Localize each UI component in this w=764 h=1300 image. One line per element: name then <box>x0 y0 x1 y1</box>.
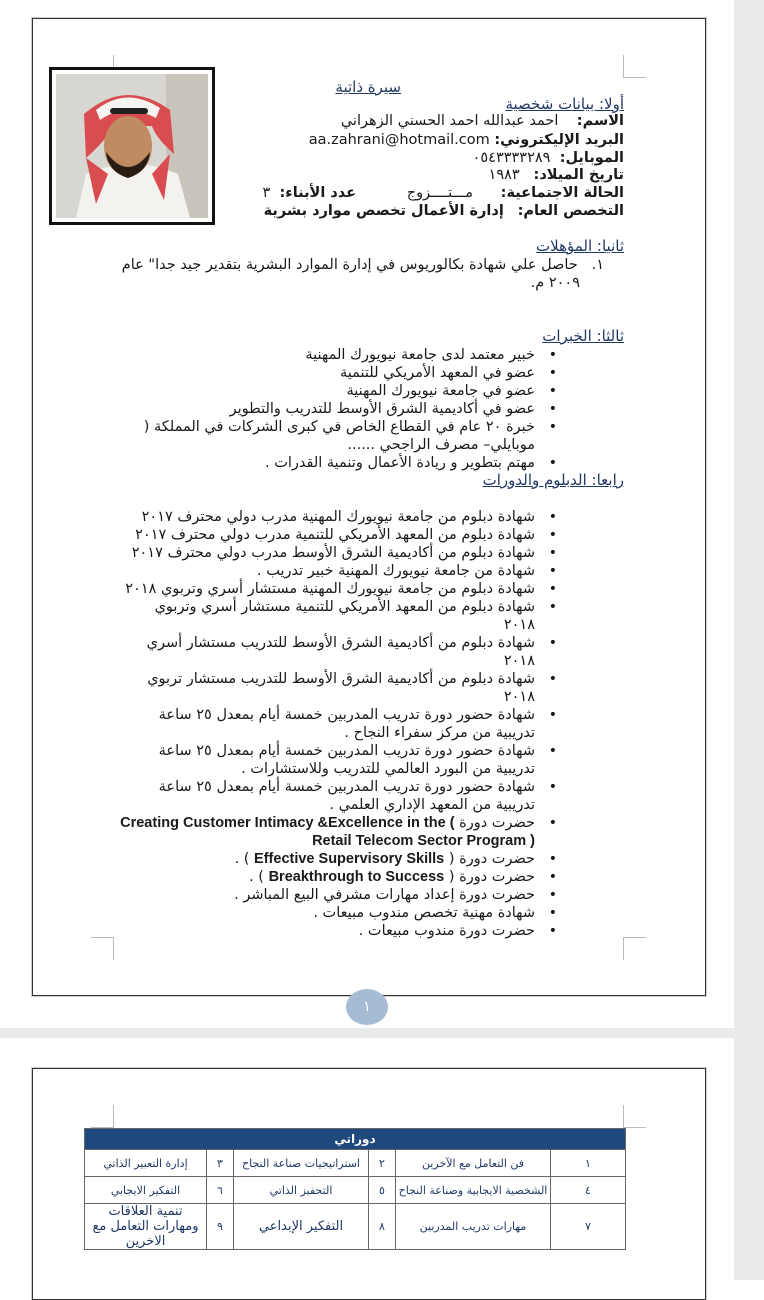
spec-value: إدارة الأعمال تخصص موارد بشرية <box>263 203 504 219</box>
course-number: ١ <box>551 1150 626 1177</box>
course-english-name: Breakthrough to Success <box>268 869 445 885</box>
email-label: البريد الإليكتروني: <box>494 132 624 148</box>
list-item: • عضو في أكاديمية الشرق الأوسط للتدريب والتطوير <box>119 400 559 418</box>
marital-line <box>262 185 624 201</box>
page-separator <box>0 1028 764 1038</box>
table-title: دوراتي <box>85 1129 626 1150</box>
table-row <box>85 1177 626 1204</box>
list-item: • شهادة من جامعة نيويورك المهنية خبير تدريب . <box>119 562 559 580</box>
mobile-label: الموبايل: <box>559 150 624 166</box>
experience-list-container <box>119 346 559 472</box>
course-number: ٤ <box>551 1177 626 1204</box>
margin-marker <box>623 1105 646 1128</box>
profile-photo <box>56 74 208 218</box>
course-name: مهارات تدريب المدربين <box>396 1204 551 1250</box>
marital-label: الحالة الاجتماعية: <box>500 185 624 201</box>
course-prefix: حضرت دورة <box>459 815 535 831</box>
list-item: • عضو في المعهد الأمريكي للتنمية <box>119 364 559 382</box>
course-english-name: Creating Customer Intimacy &Excellence in the ( Retail Telecom Sector Program ) <box>120 815 535 849</box>
section-heading-diplomas: رابعا: الدبلوم والدورات <box>482 471 624 489</box>
birth-value: ١٩٨٣ <box>488 167 520 183</box>
list-item: • حضرت دورة ( Breakthrough to Success ) . <box>119 868 559 886</box>
section-heading-qualifications: ثانيا: المؤهلات <box>536 237 624 255</box>
course-number: ٥ <box>369 1177 396 1204</box>
children-label: عدد الأبناء: <box>279 185 357 201</box>
margin-marker <box>91 1105 114 1128</box>
course-name: التفكير الإبداعي <box>234 1204 369 1250</box>
section-heading-experience: ثالثا: الخبرات <box>542 327 624 345</box>
list-item: • شهادة دبلوم من أكاديمية الشرق الأوسط للتدريب مستشار أسري ٢٠١٨ <box>119 634 559 670</box>
qualification-text: حاصل علي شهادة بكالوريوس في إدارة الموارد البشرية بتقدير جيد جدا" عام <box>121 257 578 273</box>
course-number: ٨ <box>369 1204 396 1250</box>
course-english-name: Effective Supervisory Skills <box>254 851 445 867</box>
table-row <box>85 1150 626 1177</box>
course-name: استراتيجيات صناعة النجاح <box>234 1150 369 1177</box>
course-prefix: حضرت دورة <box>459 869 535 885</box>
list-item: • شهادة حضور دورة تدريب المدربين خمسة أيام بمعدل ٢٥ ساعة تدريبية من البورد العالمي للتدريب وللاستشارات . <box>119 742 559 778</box>
table-row <box>85 1204 626 1250</box>
children-value: ٣ <box>262 185 271 201</box>
margin-marker <box>623 937 646 960</box>
course-number: ٧ <box>551 1204 626 1250</box>
course-name: تنمية العلاقات ومهارات التعامل مع الاخرين <box>85 1204 207 1250</box>
course-number: ٢ <box>369 1150 396 1177</box>
margin-marker <box>91 937 114 960</box>
course-number: ٦ <box>207 1177 234 1204</box>
list-item: • شهادة دبلوم من أكاديمية الشرق الأوسط للتدريب مستشار تربوي ٢٠١٨ <box>119 670 559 706</box>
mobile-value: ٠٥٤٣٣٣٣٢٨٩ <box>472 150 551 166</box>
course-name: فن التعامل مع الآخرين <box>396 1150 551 1177</box>
email-value[interactable]: aa.zahrani@hotmail.com <box>308 132 490 148</box>
birth-label: تاريخ الميلاد: <box>533 167 624 183</box>
list-item: • حضرت دورة إعداد مهارات مشرفي البيع المباشر . <box>119 886 559 904</box>
birth-line <box>489 167 624 183</box>
qualification-item-line1 <box>122 257 604 273</box>
marital-value: مـــتــــزوج <box>406 185 474 201</box>
list-item: • شهادة مهنية تخصص مندوب مبيعات . <box>119 904 559 922</box>
viewer-scroll-gutter <box>734 0 764 1280</box>
table-header-row <box>85 1129 626 1150</box>
name-line <box>341 113 624 129</box>
course-name: التحفيز الذاتي <box>234 1177 369 1204</box>
email-line <box>309 132 624 148</box>
qualification-number: ١. <box>591 257 604 273</box>
list-item: • شهادة دبلوم من جامعة نيويورك المهنية مدرب دولي محترف ٢٠١٧ <box>119 508 559 526</box>
list-item <box>119 814 559 850</box>
profile-photo-frame <box>49 67 215 225</box>
name-label: الاسم: <box>576 113 624 129</box>
list-item: • شهادة حضور دورة تدريب المدربين خمسة أيام بمعدل ٢٥ ساعة تدريبية من مركز سفراء النجاح . <box>119 706 559 742</box>
margin-marker <box>623 55 646 78</box>
course-prefix: حضرت دورة <box>459 851 535 867</box>
mobile-line <box>473 150 624 166</box>
list-item: • حضرت دورة ( Effective Supervisory Skills ) . <box>119 850 559 868</box>
list-item: • مهتم بتطوير و ريادة الأعمال وتنمية القدرات . <box>119 454 559 472</box>
diploma-list-container <box>119 508 559 940</box>
specialization-line <box>264 203 624 219</box>
qualification-item-line2: ٢٠٠٩ م. <box>530 275 580 291</box>
course-name: التفكير الايجابي <box>85 1177 207 1204</box>
course-name: الشخصية الايجابية وصناعة النجاح <box>396 1177 551 1204</box>
name-value: احمد عبدالله احمد الحسني الزهراني <box>340 113 559 129</box>
course-name: إدارة التعبير الذاتي <box>85 1150 207 1177</box>
document-title: سيرة ذاتية <box>335 78 401 96</box>
section-heading-personal: أولا: بيانات شخصية <box>505 95 624 113</box>
list-item: • حضرت دورة مندوب مبيعات . <box>119 922 559 940</box>
list-item: • خبرة ٢٠ عام في القطاع الخاص في كبرى الشركات في المملكة ( موبايلي– مصرف الراجحي ...... <box>119 418 559 454</box>
course-number: ٣ <box>207 1150 234 1177</box>
list-item: • شهادة دبلوم من المعهد الأمريكي للتنمية مستشار أسري وتربوي ٢٠١٨ <box>119 598 559 634</box>
list-item: • شهادة دبلوم من جامعة نيويورك المهنية مستشار أسري وتربوي ٢٠١٨ <box>119 580 559 598</box>
list-item: • شهادة حضور دورة تدريب المدربين خمسة أيام بمعدل ٢٥ ساعة تدريبية من المعهد الإداري العلمي . <box>119 778 559 814</box>
courses-table <box>84 1128 626 1250</box>
course-number: ٩ <box>207 1204 234 1250</box>
page-number-badge: ١ <box>346 989 388 1025</box>
list-item: • خبير معتمد لدى جامعة نيويورك المهنية <box>119 346 559 364</box>
spec-label: التخصص العام: <box>517 203 624 219</box>
diploma-list <box>119 508 559 940</box>
list-item: • عضو في جامعة نيويورك المهنية <box>119 382 559 400</box>
list-item: • شهادة دبلوم من أكاديمية الشرق الأوسط مدرب دولي محترف ٢٠١٧ <box>119 544 559 562</box>
list-item: • شهادة دبلوم من المعهد الأمريكي للتنمية مدرب دولي محترف ٢٠١٧ <box>119 526 559 544</box>
experience-list <box>119 346 559 472</box>
